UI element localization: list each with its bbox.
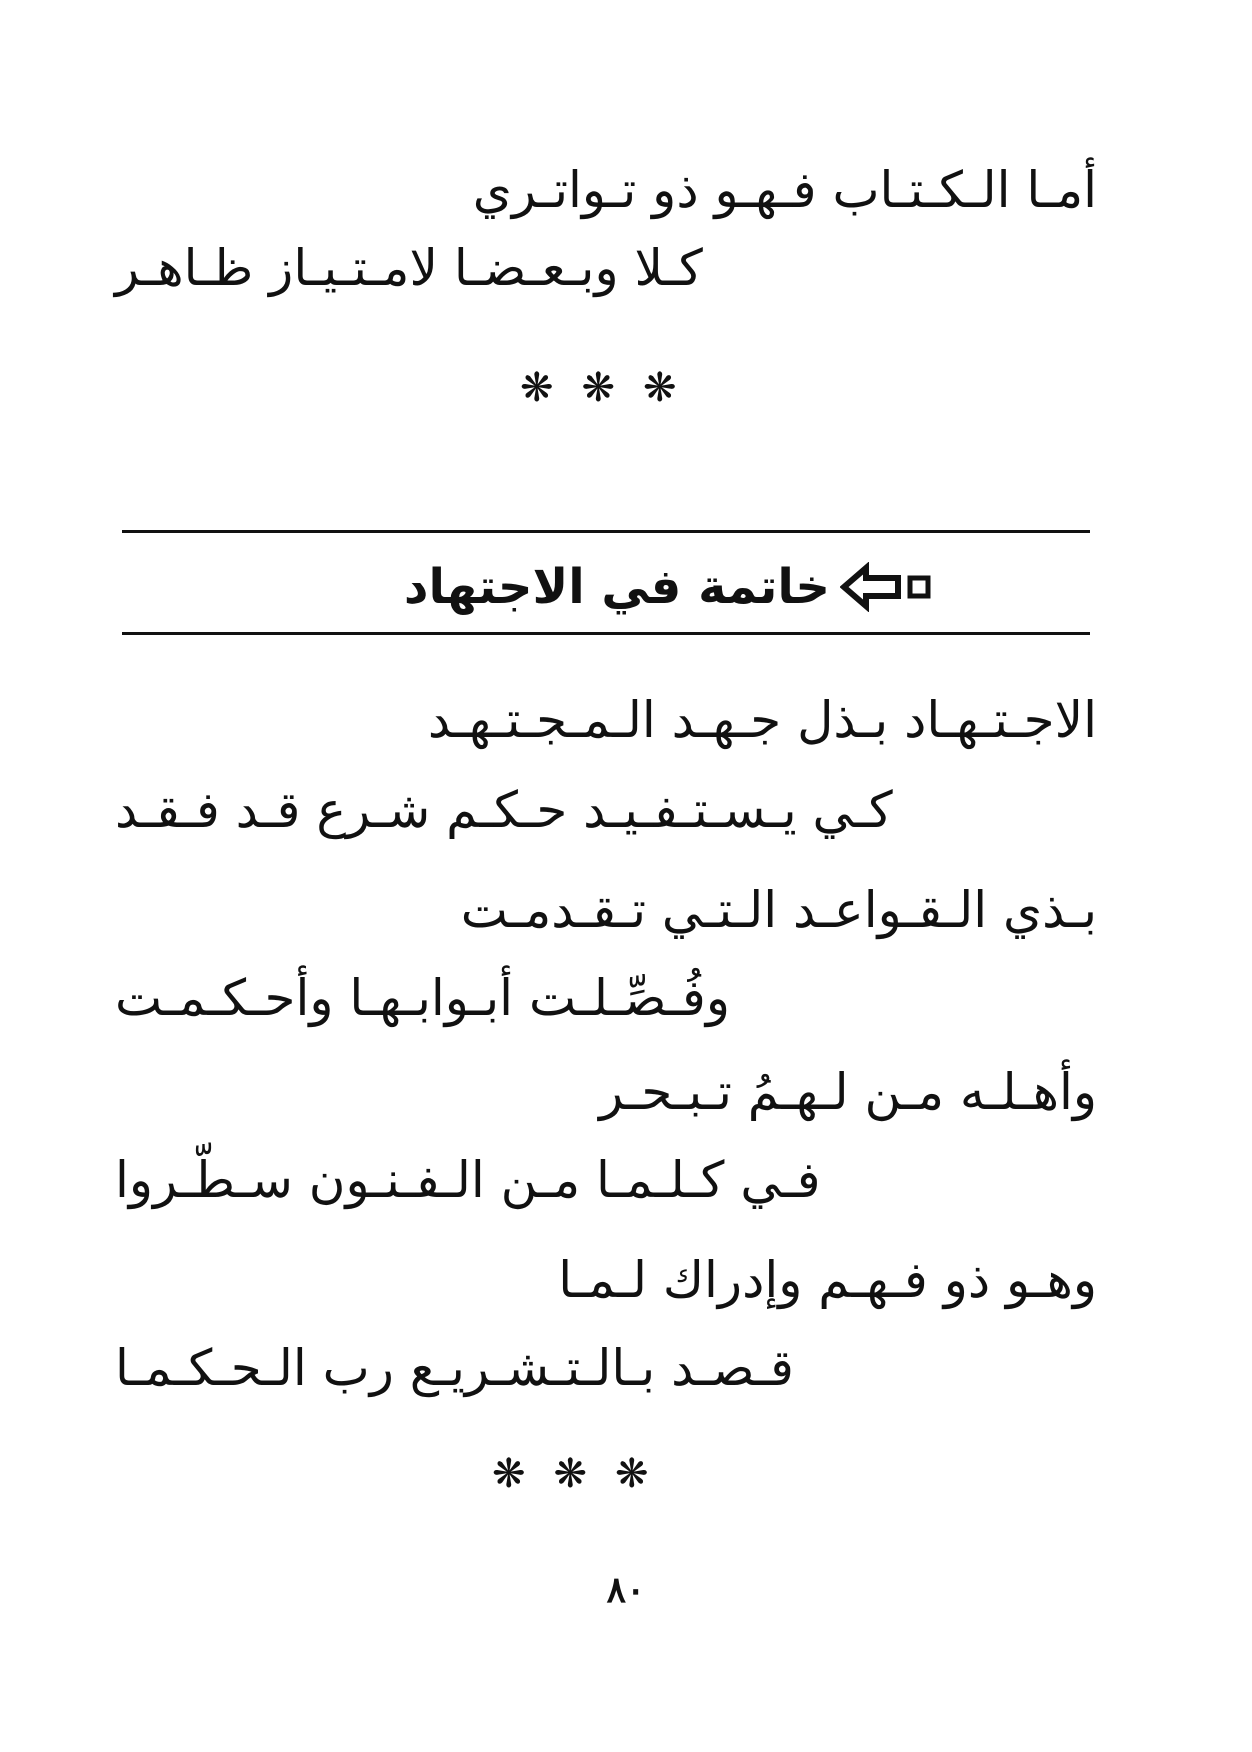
- star-separator-bottom: ❋❋❋: [492, 1451, 677, 1497]
- verse-2-hemistich-1: بـذي الـقـواعـد الـتـي تـقـدمـت: [460, 881, 1097, 939]
- top-verse-hemistich-1: أمـا الـكـتـاب فـهـو ذو تـواتـري: [472, 161, 1097, 219]
- verse-1-hemistich-1: الاجـتـهـاد بـذل جـهـد الـمـجـتـهـد: [427, 691, 1097, 749]
- verse-3-hemistich-1: وأهـلـه مـن لـهـمُ تـبـحـر: [599, 1063, 1097, 1121]
- page-number: ٨٠: [606, 1569, 646, 1611]
- verse-4-hemistich-1: وهـو ذو فـهـم وإدراك لـمـا: [558, 1251, 1097, 1309]
- section-heading: [300, 552, 950, 622]
- section-rule-top: [122, 530, 1090, 533]
- arrow-marker-icon: [840, 562, 950, 612]
- verse-4-hemistich-2: قـصـد بـالـتـشـريـع رب الـحـكـمـا: [115, 1339, 794, 1397]
- section-rule-bottom: [122, 632, 1090, 635]
- verse-3-hemistich-2: فـي كـلـمـا مـن الـفـنـون سـطّـروا: [115, 1151, 821, 1209]
- star-separator-top: ❋❋❋: [520, 365, 705, 411]
- verse-1-hemistich-2: كـي يـسـتـفـيـد حـكـم شـرع قـد فـقـد: [115, 781, 893, 839]
- top-verse-hemistich-2: كـلا وبـعـضـا لامـتـيـاز ظـاهـر: [115, 239, 703, 297]
- verse-2-hemistich-2: وفُـصِّـلـت أبـوابـهـا وأحـكـمـت: [115, 969, 730, 1027]
- section-title: خاتمة في الاجتهاد: [403, 559, 830, 615]
